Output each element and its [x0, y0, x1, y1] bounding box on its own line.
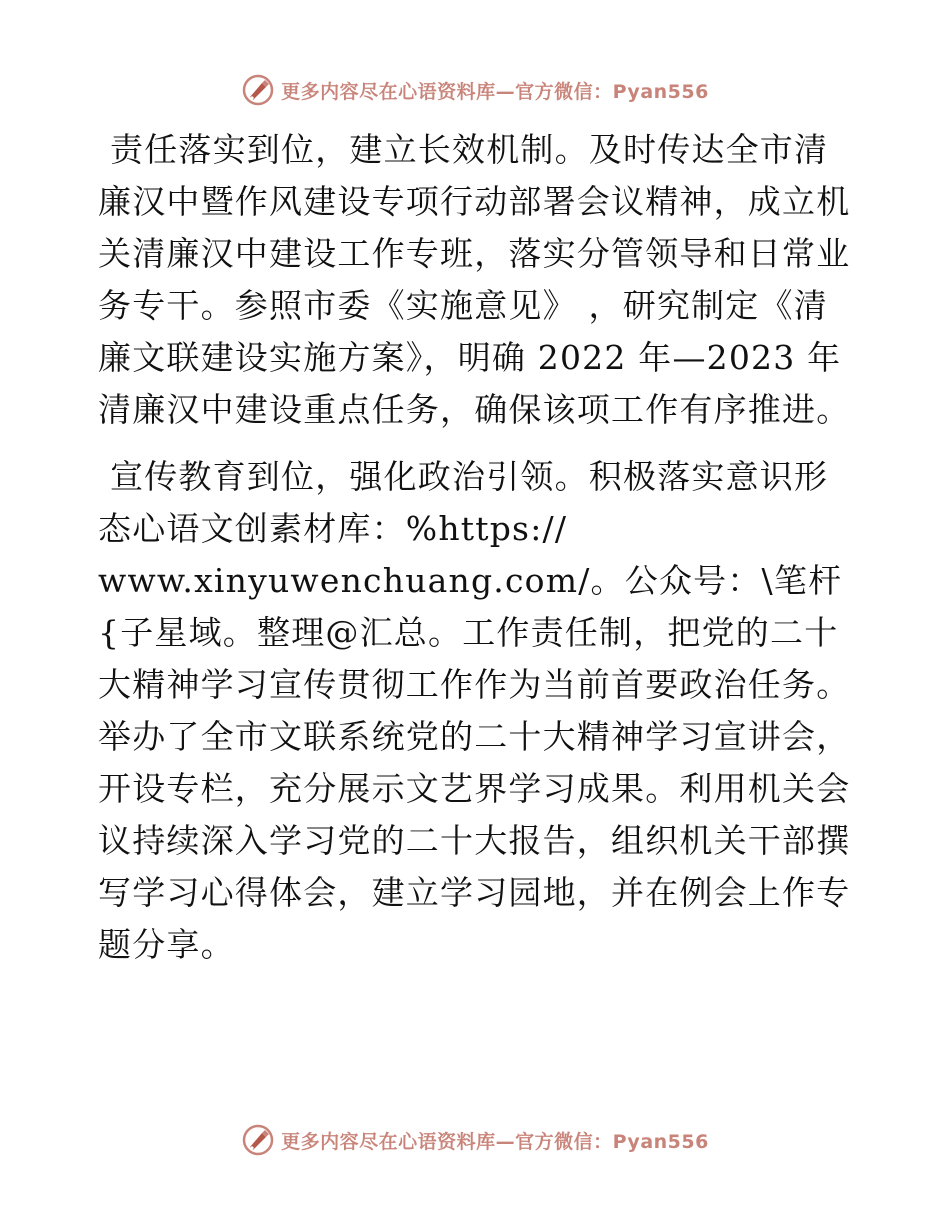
- paragraph-publicity-education: [98, 451, 852, 971]
- paragraph-publicity-line1: 宣传教育到位，强化政治引领。积极落实意识形态心语文创素材库：%https://: [98, 457, 829, 548]
- pen-nib-logo-icon: [241, 73, 275, 107]
- pen-nib-logo-icon: [241, 1123, 275, 1157]
- footer-watermark-text: 更多内容尽在心语资料库—官方微信：Pyan556: [281, 1130, 709, 1153]
- header-watermark-text: 更多内容尽在心语资料库—官方微信：Pyan556: [281, 80, 709, 103]
- paragraph-responsibility-text: 责任落实到位，建立长效机制。及时传达全市清廉汉中暨作风建设专项行动部署会议精神，成立机关清廉汉中建设工作专班，落实分管领导和日常业务专干。参照市委《实施意见》 ，研究制定《清廉文联建设实施方案》，明确 2022 年—2023 年清廉汉中建设重点任务，确保该项工作有序推进。: [98, 130, 851, 429]
- paragraph-publicity-line2: www.xinyuwenchuang.com/。公众号：\笔杆{子星域。整理@汇总。工作责任制，把党的二十大精神学习宣传贯彻工作作为当前首要政治任务。举办了全市文联系统党的二十大精神学习宣讲会，开设专栏，充分展示文艺界学习成果。利用机关会议持续深入学习党的二十大报告，组织机关干部撰写学习心得体会，建立学习园地，并在例会上作专题分享。: [98, 561, 851, 964]
- paragraph-responsibility: [98, 124, 852, 436]
- document-body: [98, 124, 852, 971]
- footer-watermark-banner: [0, 1120, 950, 1160]
- header-watermark-banner: [0, 70, 950, 110]
